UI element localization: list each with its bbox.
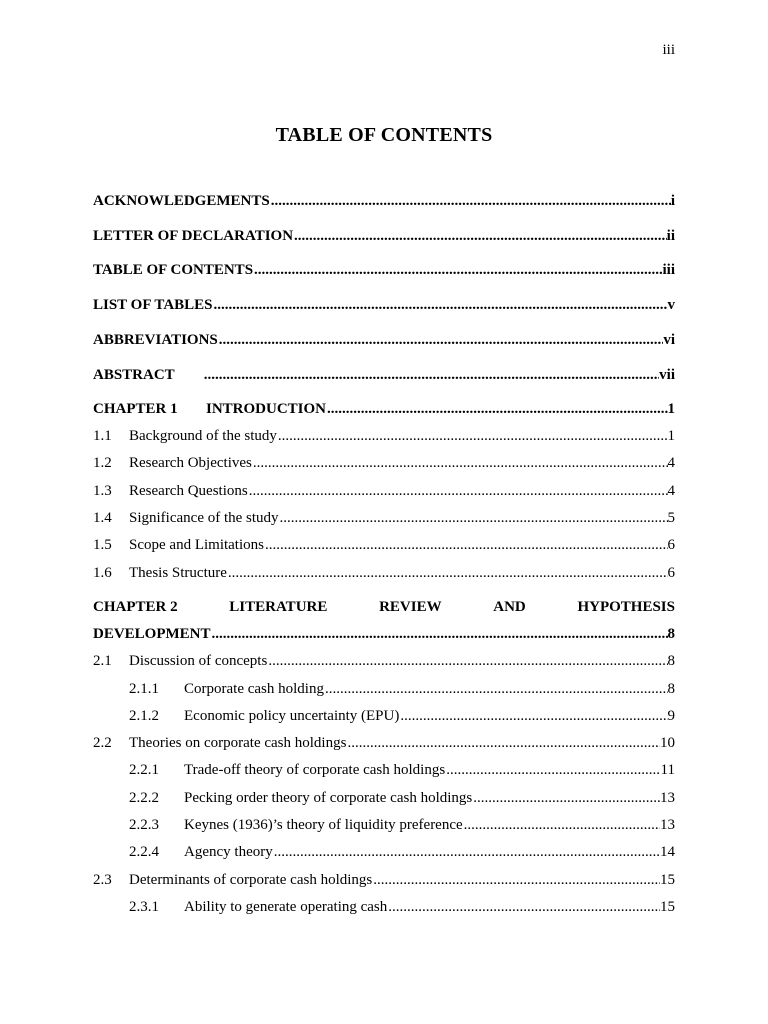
section-title: Research Objectives xyxy=(129,455,252,471)
section-title: Background of the study xyxy=(129,428,277,444)
section-page: 4 xyxy=(667,455,675,471)
toc-entry-page: i xyxy=(670,193,675,209)
dot-leader xyxy=(445,760,660,780)
section-title: Thesis Structure xyxy=(129,565,227,581)
dot-leader xyxy=(213,295,668,315)
toc-chapter-1[interactable] xyxy=(93,399,675,419)
toc-entry-page: ii xyxy=(666,228,675,244)
dot-leader xyxy=(273,842,660,862)
dot-leader xyxy=(372,870,660,890)
subsection-number: 2.3.1 xyxy=(129,899,159,915)
toc-entry-page: vii xyxy=(659,367,675,383)
subsection-title: Corporate cash holding xyxy=(184,681,324,697)
section-number: 1.6 xyxy=(93,565,112,581)
toc-section-1-4[interactable] xyxy=(93,508,675,528)
section-title: Determinants of corporate cash holdings xyxy=(129,872,373,888)
section-title: Research Questions xyxy=(129,483,248,499)
toc-subsection-2-1-2[interactable] xyxy=(129,706,675,726)
dot-leader xyxy=(218,330,664,350)
dot-leader xyxy=(279,508,668,528)
dot-leader xyxy=(211,624,668,644)
subsection-title: Agency theory xyxy=(184,844,273,860)
page-number: iii xyxy=(662,42,675,58)
chapter-title-word: HYPOTHESIS xyxy=(577,599,675,615)
toc-entry-title: TABLE OF CONTENTS xyxy=(93,262,254,278)
toc-entry-table-of-contents[interactable] xyxy=(93,260,675,280)
section-page: 15 xyxy=(660,872,675,888)
dot-leader xyxy=(399,706,667,726)
section-number: 1.4 xyxy=(93,510,112,526)
dot-leader xyxy=(472,788,660,808)
toc-section-2-1[interactable] xyxy=(93,651,675,671)
toc-subsection-2-2-2[interactable] xyxy=(129,788,675,808)
section-page: 4 xyxy=(667,483,675,499)
toc-entry-page: iii xyxy=(662,262,675,278)
toc-entry-acknowledgements[interactable] xyxy=(93,191,675,211)
section-page: 6 xyxy=(667,537,675,553)
subsection-number: 2.2.2 xyxy=(129,790,159,806)
toc-section-1-3[interactable] xyxy=(93,481,675,501)
subsection-title: Ability to generate operating cash xyxy=(184,899,388,915)
toc-entry-page: v xyxy=(667,297,675,313)
toc-section-1-6[interactable] xyxy=(93,563,675,583)
toc-entry-list-of-tables[interactable] xyxy=(93,295,675,315)
subsection-page: 13 xyxy=(660,817,675,833)
chapter-title-word: REVIEW xyxy=(379,599,442,615)
dot-leader xyxy=(387,897,660,917)
toc-entry-title: ABSTRACT xyxy=(93,367,175,383)
subsection-number: 2.2.1 xyxy=(129,762,159,778)
dot-leader xyxy=(227,563,668,583)
toc-subsection-2-1-1[interactable] xyxy=(129,679,675,699)
toc-chapter-2-line1[interactable] xyxy=(93,597,675,617)
section-page: 10 xyxy=(660,735,675,751)
subsection-page: 9 xyxy=(667,708,675,724)
section-title: Discussion of concepts xyxy=(129,653,268,669)
section-number: 2.2 xyxy=(93,735,112,751)
subsection-number: 2.2.3 xyxy=(129,817,159,833)
dot-leader xyxy=(267,651,667,671)
subsection-page: 8 xyxy=(667,681,675,697)
dot-leader xyxy=(253,260,662,280)
dot-leader xyxy=(270,191,671,211)
subsection-number: 2.1.1 xyxy=(129,681,159,697)
toc-entry-title: ACKNOWLEDGEMENTS xyxy=(93,193,270,209)
subsection-title: Keynes (1936)’s theory of liquidity preference xyxy=(184,817,463,833)
subsection-page: 11 xyxy=(660,762,675,778)
section-page: 6 xyxy=(667,565,675,581)
section-title: Significance of the study xyxy=(129,510,279,526)
subsection-page: 15 xyxy=(660,899,675,915)
subsection-title: Trade-off theory of corporate cash holdings xyxy=(184,762,446,778)
section-number: 2.1 xyxy=(93,653,112,669)
chapter-number: CHAPTER 1 xyxy=(93,401,178,417)
toc-subsection-2-3-1[interactable] xyxy=(129,897,675,917)
toc-subsection-2-2-3[interactable] xyxy=(129,815,675,835)
toc-subsection-2-2-1[interactable] xyxy=(129,760,675,780)
toc-entry-page: vi xyxy=(663,332,675,348)
section-number: 1.3 xyxy=(93,483,112,499)
toc-section-1-5[interactable] xyxy=(93,535,675,555)
toc-entry-abbreviations[interactable] xyxy=(93,330,675,350)
section-number: 1.2 xyxy=(93,455,112,471)
subsection-page: 14 xyxy=(660,844,675,860)
section-number: 2.3 xyxy=(93,872,112,888)
toc-entry-title: LETTER OF DECLARATION xyxy=(93,228,294,244)
toc-entry-abstract[interactable] xyxy=(93,365,675,385)
dot-leader xyxy=(324,679,668,699)
toc-section-2-2[interactable] xyxy=(93,733,675,753)
section-title: Theories on corporate cash holdings xyxy=(129,735,347,751)
dot-leader xyxy=(293,226,667,246)
dot-leader xyxy=(463,815,660,835)
chapter-title-word: AND xyxy=(493,599,526,615)
dot-leader xyxy=(252,453,668,473)
chapter-page: 8 xyxy=(667,626,675,642)
section-page: 8 xyxy=(667,653,675,669)
section-title: Scope and Limitations xyxy=(129,537,264,553)
subsection-number: 2.1.2 xyxy=(129,708,159,724)
chapter-title: INTRODUCTION xyxy=(206,401,327,417)
subsection-page: 13 xyxy=(660,790,675,806)
section-page: 5 xyxy=(667,510,675,526)
subsection-title: Pecking order theory of corporate cash holdings xyxy=(184,790,473,806)
subsection-number: 2.2.4 xyxy=(129,844,159,860)
section-page: 1 xyxy=(667,428,675,444)
toc-entry-letter-of-declaration[interactable] xyxy=(93,226,675,246)
toc-entry-title: LIST OF TABLES xyxy=(93,297,213,313)
dot-leader xyxy=(264,535,668,555)
chapter-title-word: LITERATURE xyxy=(229,599,328,615)
dot-leader xyxy=(248,481,668,501)
toc-section-1-1[interactable] xyxy=(93,426,675,446)
section-number: 1.1 xyxy=(93,428,112,444)
chapter-page: 1 xyxy=(667,401,675,417)
subsection-title: Economic policy uncertainty (EPU) xyxy=(184,708,400,724)
dot-leader xyxy=(346,733,660,753)
chapter-number: CHAPTER 2 xyxy=(93,599,178,615)
dot-leader xyxy=(203,365,659,385)
page-title: TABLE OF CONTENTS xyxy=(275,124,493,146)
dot-leader xyxy=(326,399,667,419)
chapter-title: DEVELOPMENT xyxy=(93,626,211,642)
toc-section-2-3[interactable] xyxy=(93,870,675,890)
toc-subsection-2-2-4[interactable] xyxy=(129,842,675,862)
dot-leader xyxy=(277,426,668,446)
section-number: 1.5 xyxy=(93,537,112,553)
toc-entry-title: ABBREVIATIONS xyxy=(93,332,218,348)
toc-chapter-2-line2[interactable] xyxy=(93,624,675,644)
toc-section-1-2[interactable] xyxy=(93,453,675,473)
